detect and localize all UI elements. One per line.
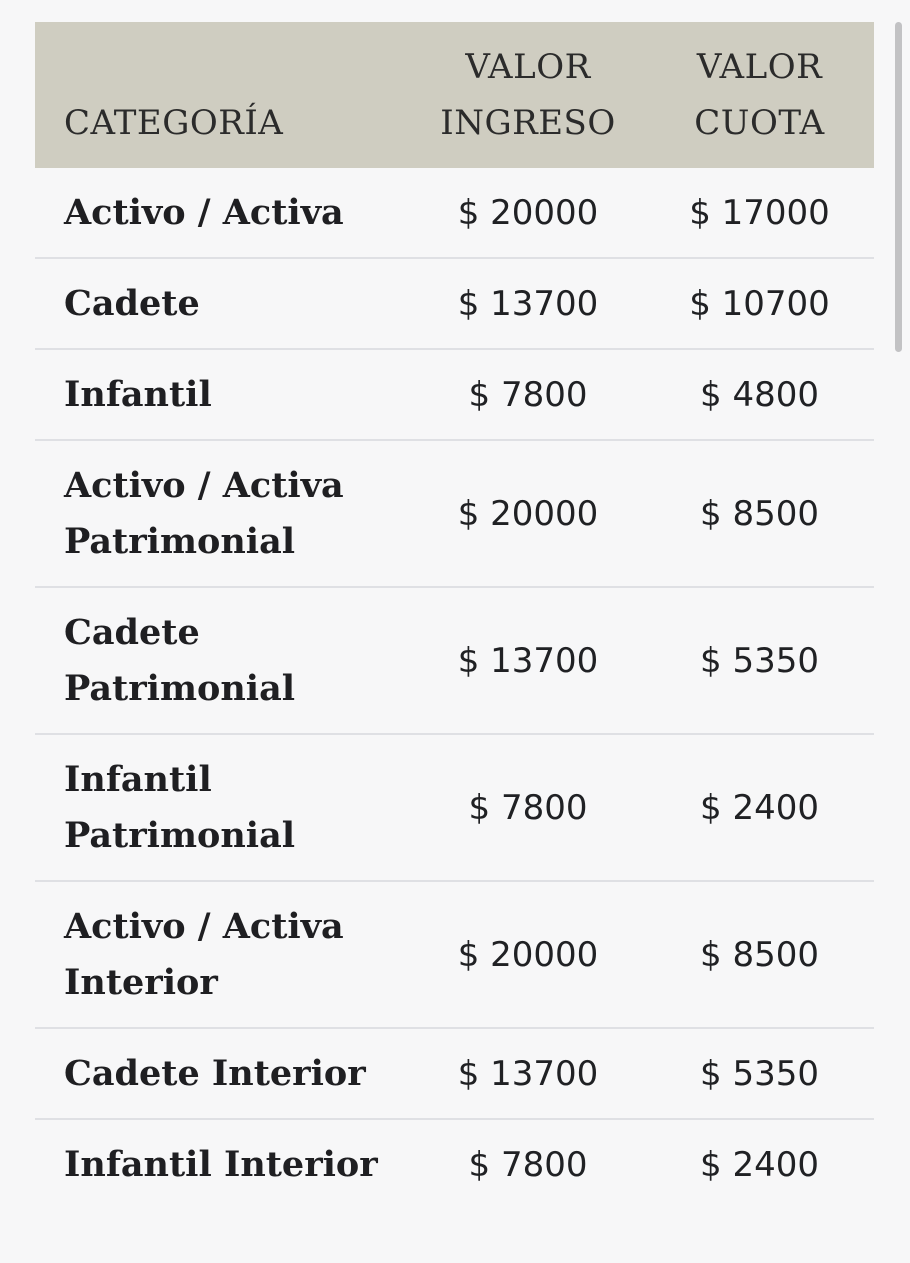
cuota-cell: $ 8500 [700, 493, 819, 534]
table-body [35, 168, 874, 1209]
ingreso-cell: $ 13700 [457, 640, 599, 681]
cuota-cell: $ 8500 [700, 934, 819, 975]
table-row [35, 881, 874, 1028]
table-row [35, 587, 874, 734]
table-header [35, 22, 874, 168]
ingreso-cell: $ 7800 [468, 787, 588, 828]
ingreso-cell: $ 20000 [457, 192, 599, 233]
ingreso-cell: $ 20000 [457, 934, 599, 975]
ingreso-cell: $ 7800 [468, 1144, 588, 1185]
cuota-cell: $ 4800 [700, 374, 819, 415]
table-row [35, 1119, 874, 1209]
table-row [35, 440, 874, 587]
table-row [35, 258, 874, 349]
cuota-cell: $ 17000 [689, 192, 830, 233]
header-valor-ingreso: VALOR INGRESO [440, 47, 616, 143]
ingreso-cell: $ 13700 [457, 283, 599, 324]
category-cell: Infantil Patrimonial [64, 758, 296, 856]
category-cell: Activo / Activa [64, 191, 344, 233]
ingreso-cell: $ 7800 [468, 374, 588, 415]
cuota-cell: $ 2400 [700, 787, 819, 828]
ingreso-cell: $ 20000 [457, 493, 599, 534]
cuota-cell: $ 5350 [700, 1053, 819, 1094]
cuota-cell: $ 5350 [700, 640, 819, 681]
table-row [35, 1028, 874, 1119]
cuota-cell: $ 10700 [689, 283, 830, 324]
header-row [35, 22, 874, 168]
category-cell: Infantil Interior [64, 1143, 378, 1185]
header-category: CATEGORÍA [64, 103, 284, 143]
category-cell: Activo / Activa Patrimonial [64, 464, 344, 562]
category-cell: Cadete [64, 282, 200, 324]
vertical-scrollbar-thumb[interactable] [895, 22, 902, 352]
fees-table-container [35, 22, 874, 1209]
fees-table [35, 22, 874, 1209]
ingreso-cell: $ 13700 [457, 1053, 599, 1094]
category-cell: Activo / Activa Interior [64, 905, 344, 1003]
cuota-cell: $ 2400 [700, 1144, 819, 1185]
table-row [35, 734, 874, 881]
header-valor-cuota: VALOR CUOTA [694, 47, 825, 143]
category-cell: Infantil [64, 373, 212, 415]
category-cell: Cadete Patrimonial [64, 611, 296, 709]
category-cell: Cadete Interior [64, 1052, 366, 1094]
table-row [35, 349, 874, 440]
table-row [35, 168, 874, 258]
